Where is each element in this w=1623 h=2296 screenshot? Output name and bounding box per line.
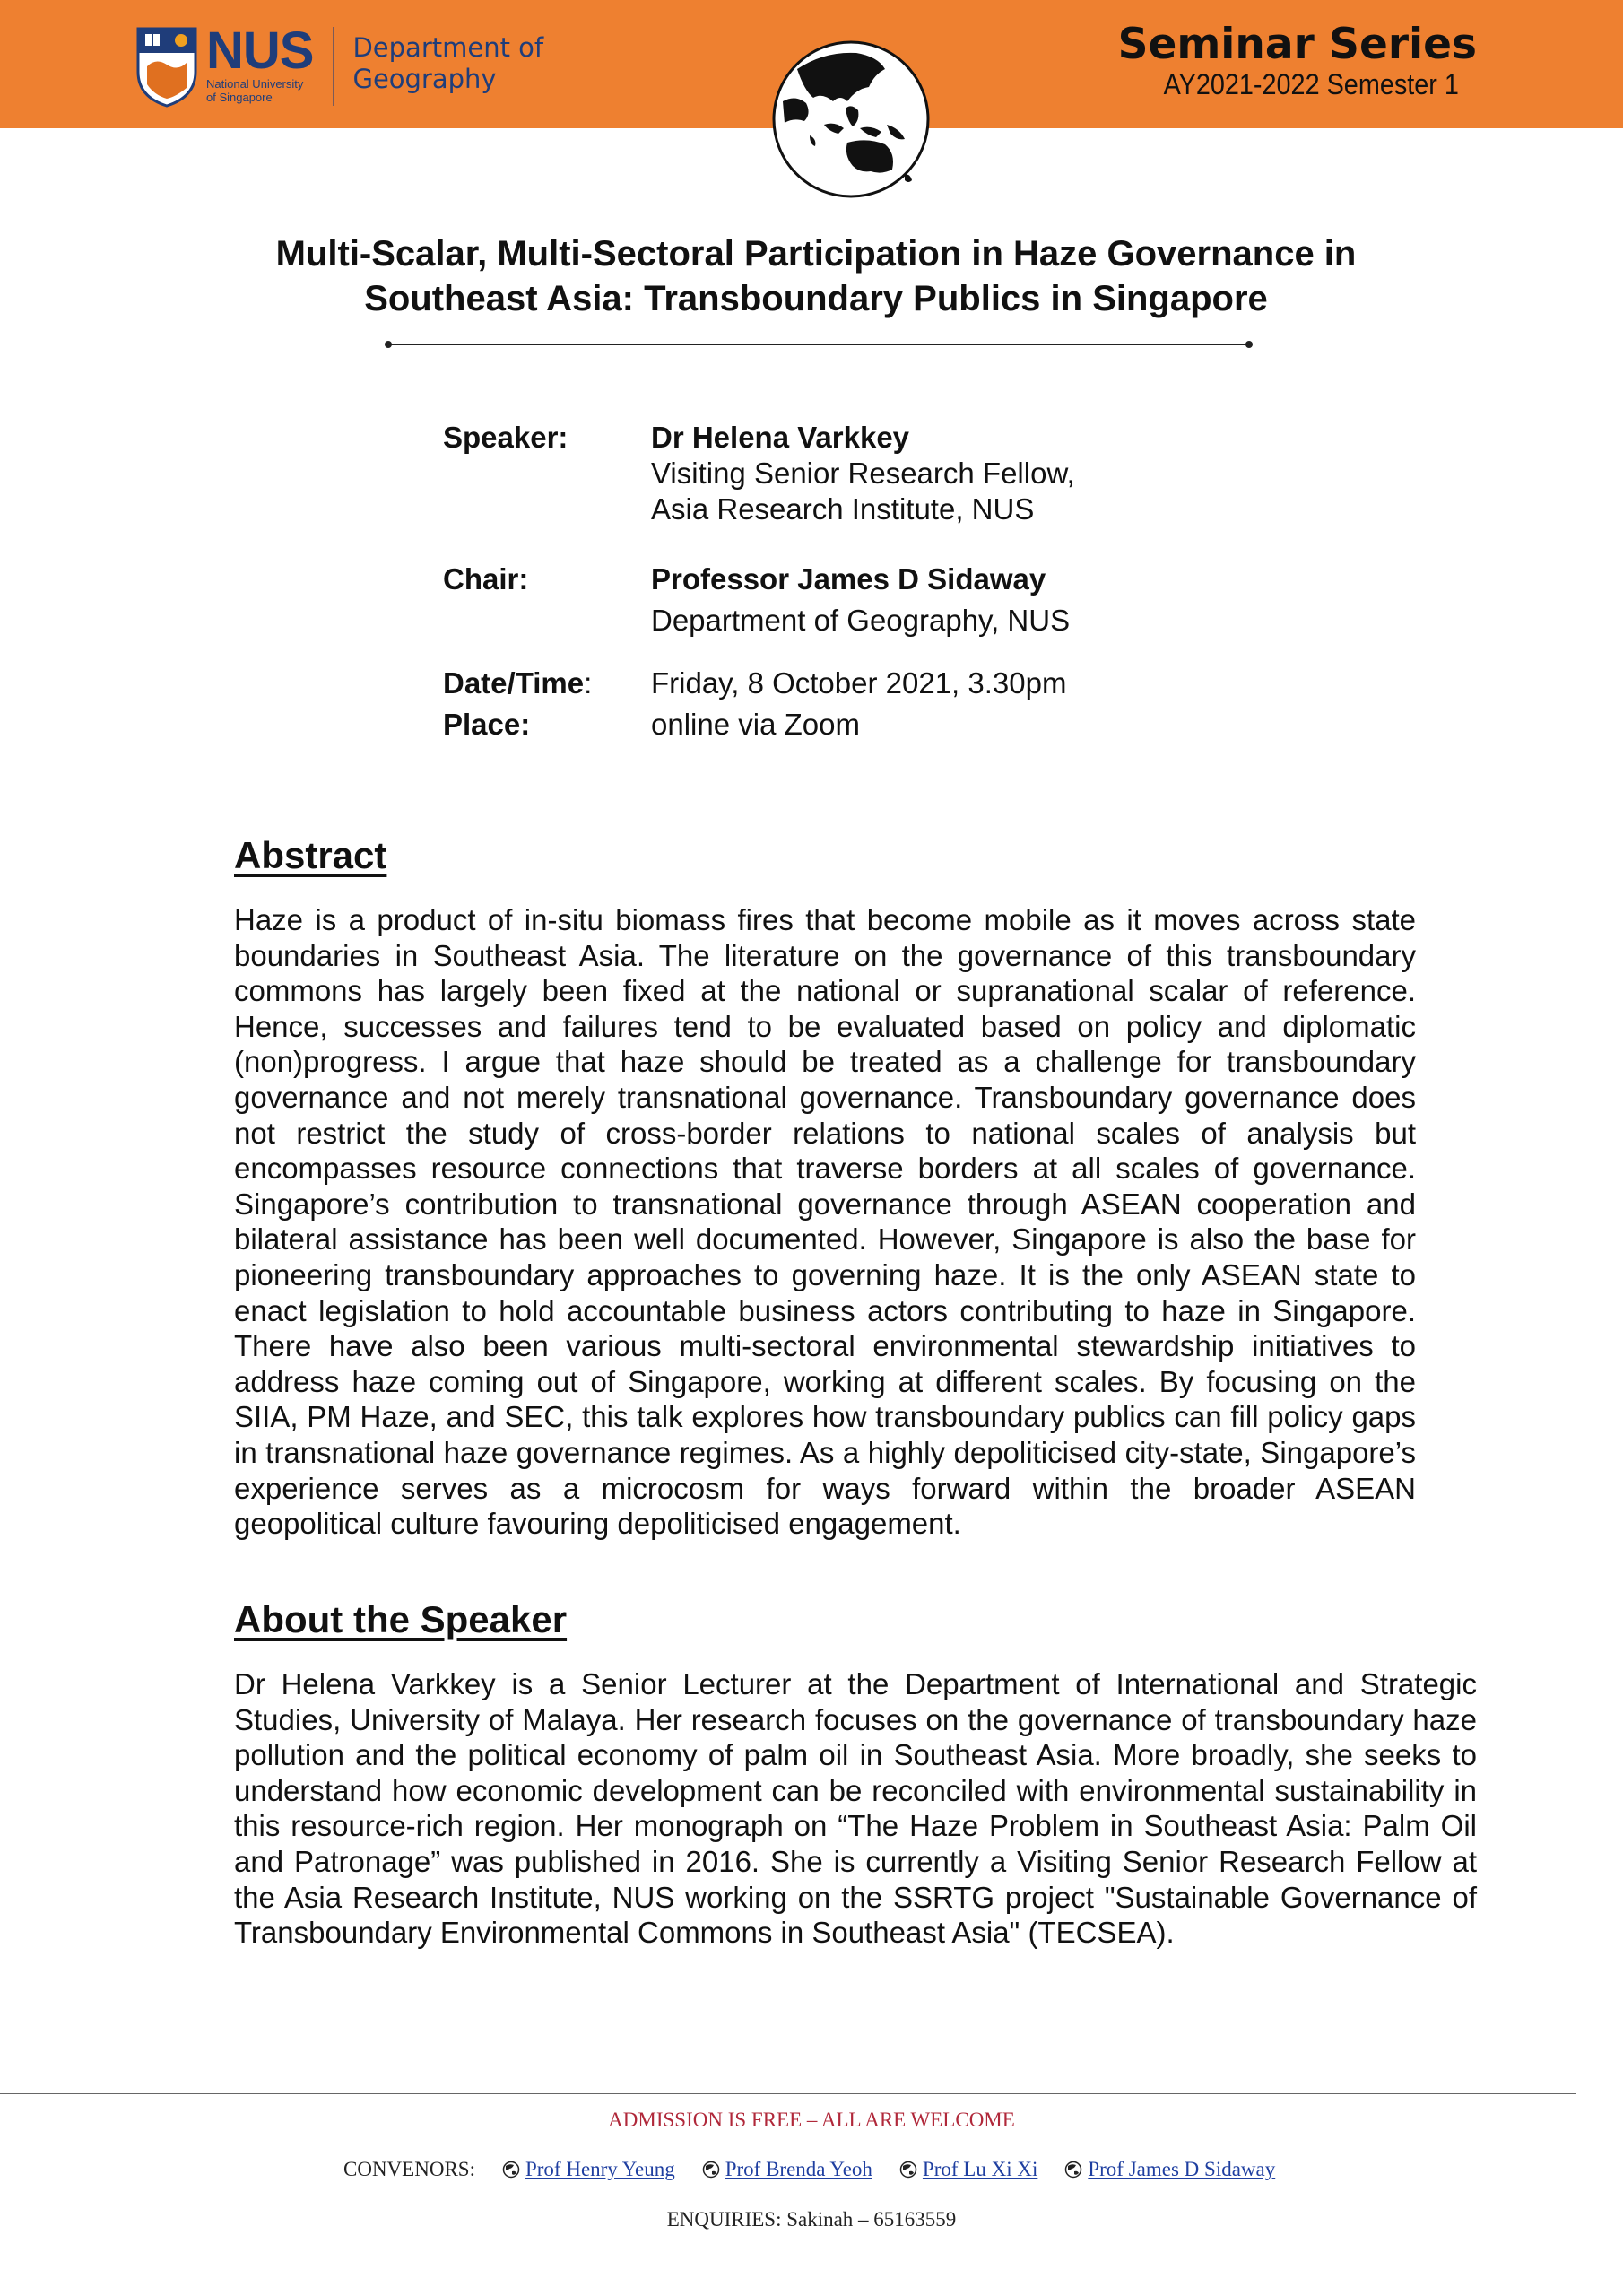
datetime-label: Date/Time: xyxy=(443,666,593,700)
convenors-line xyxy=(343,2158,1275,2181)
enquiries-line: ENQUIRIES: Sakinah – 65163559 xyxy=(666,2208,957,2231)
nus-wordmark: NUS xyxy=(206,22,314,80)
seminar-title xyxy=(179,231,1453,321)
department-name xyxy=(352,32,543,95)
globe-link-icon xyxy=(702,2161,720,2179)
convenor-link-1[interactable] xyxy=(502,2158,675,2181)
globe-link-icon xyxy=(502,2161,520,2179)
convenor-link-4[interactable] xyxy=(1064,2158,1275,2181)
title-divider xyxy=(388,344,1249,345)
globe-link-icon xyxy=(899,2161,917,2179)
nus-logo xyxy=(135,22,544,108)
speaker-name: Dr Helena Varkkey xyxy=(651,421,910,454)
seminar-semester: AY2021-2022 Semester 1 xyxy=(1163,68,1459,100)
abstract-body: Haze is a product of in-situ biomass fires that become mobile as it moves across state boundaries in Southeast Asia. The literature on the governance of this transboundary commons has largely been fixed at the national or supranational scalar of reference. Hence, successes and failures tend to be evaluated based on policy and diplomatic (non)progress. I argue that haze should be treated as a challenge for transboundary governance and not merely transnational governance. Transboundary governance does not restrict the study of cross-border relations to national scales of analysis but encompasses resource connections that traverse borders at all scales of governance. Singapore’s contribution to transnational governance through ASEAN cooperation and bilateral assistance has been well documented. However, Singapore is also the base for pioneering transboundary approaches to governing haze. It is the only ASEAN state to enact legislation to hold accountable business actors contributing to haze in Singapore. There have also been various multi-sectoral environmental stewardship initiatives to address haze coming out of Singapore, working at different scales. By focusing on the SIIA, PM Haze, and SEC, this talk explores how transboundary publics can fill policy gaps in transnational haze governance regimes. As a highly depoliticised city-state, Singapore’s experience serves as a microcosm for ways forward within the broader ASEAN geopolitical culture favouring depoliticised engagement. xyxy=(234,903,1416,1541)
speaker-label: Speaker: xyxy=(443,421,568,454)
department-line-2: Geography xyxy=(352,64,497,94)
convenor-name[interactable]: Prof James D Sidaway xyxy=(1088,2158,1276,2180)
seminar-title-line-2: Southeast Asia: Transboundary Publics in Singapore xyxy=(364,279,1268,318)
nus-crest-icon xyxy=(135,25,199,108)
logo-divider xyxy=(333,27,334,106)
department-line-1: Department of xyxy=(352,32,544,63)
globe-link-icon xyxy=(1064,2161,1082,2179)
chair-name: Professor James D Sidaway xyxy=(651,562,1046,596)
nus-subtext-1: National University xyxy=(206,77,304,91)
chair-label: Chair: xyxy=(443,562,529,596)
about-speaker-heading: About the Speaker xyxy=(234,1598,568,1640)
convenor-name[interactable]: Prof Brenda Yeoh xyxy=(725,2158,872,2180)
convenor-name[interactable]: Prof Lu Xi Xi xyxy=(922,2158,1038,2180)
place-row xyxy=(443,707,1153,743)
seminar-series-title: Seminar Series xyxy=(1117,20,1477,69)
speaker-role-1: Visiting Senior Research Fellow, xyxy=(651,457,1075,490)
speaker-row xyxy=(443,420,1153,527)
abstract-heading: Abstract xyxy=(234,834,387,876)
convenors-label: CONVENORS: xyxy=(343,2158,475,2180)
convenor-link-2[interactable] xyxy=(702,2158,872,2181)
datetime-row xyxy=(443,665,1153,701)
convenor-link-3[interactable] xyxy=(899,2158,1037,2181)
datetime-value: Friday, 8 October 2021, 3.30pm xyxy=(651,666,1067,700)
globe-icon xyxy=(770,39,932,200)
convenor-name[interactable]: Prof Henry Yeung xyxy=(525,2158,675,2180)
chair-row xyxy=(443,561,1153,639)
nus-subtext-2: of Singapore xyxy=(206,91,273,104)
seminar-title-line-1: Multi-Scalar, Multi-Sectoral Participation in Haze Governance in xyxy=(275,234,1357,274)
about-speaker-body: Dr Helena Varkkey is a Senior Lecturer at the Department of International and Strategic Studies, University of Malaya. Her research focuses on the governance of transboundary haze pollution and the political economy of palm oil in Southeast Asia. More broadly, she seeks to understand how economic development can be reconciled with environmental sustainability in this resource-rich region. Her monograph on “The Haze Problem in Southeast Asia: Palm Oil and Patronage” was published in 2016. She is currently a Visiting Senior Research Fellow at the Asia Research Institute, NUS working on the SSRTG project "Sustainable Governance of Transboundary Environmental Commons in Southeast Asia" (TECSEA). xyxy=(234,1667,1477,1950)
footer-divider xyxy=(0,2093,1576,2094)
chair-affiliation: Department of Geography, NUS xyxy=(651,604,1071,637)
speaker-role-2: Asia Research Institute, NUS xyxy=(651,492,1035,526)
place-value: online via Zoom xyxy=(651,708,860,741)
seminar-details xyxy=(443,420,1153,743)
admission-notice: ADMISSION IS FREE – ALL ARE WELCOME xyxy=(608,2109,1015,2131)
place-label: Place: xyxy=(443,708,531,741)
